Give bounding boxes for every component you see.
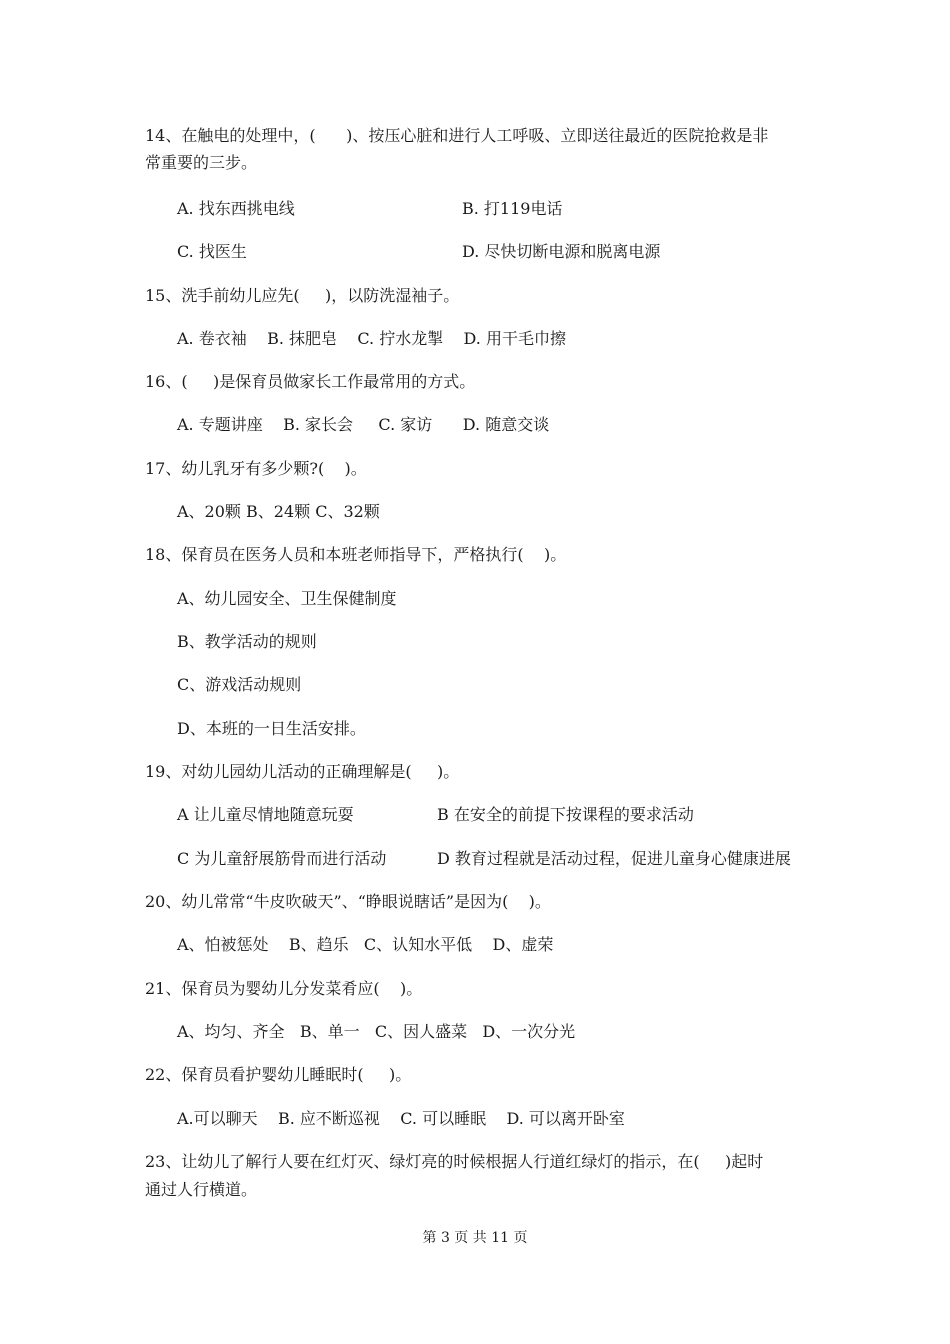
question-18-option-b: B、教学活动的规则 xyxy=(177,632,317,651)
question-22-options: A.可以聊天 B. 应不断巡视 C. 可以睡眠 D. 可以离开卧室 xyxy=(177,1109,625,1128)
question-17-stem: 17、幼儿乳牙有多少颗?( )。 xyxy=(145,459,367,478)
question-19-stem: 19、对幼儿园幼儿活动的正确理解是( )。 xyxy=(145,762,460,781)
question-18-stem: 18、保育员在医务人员和本班老师指导下，严格执行( )。 xyxy=(145,545,567,564)
question-18-option-d: D、本班的一日生活安排。 xyxy=(177,719,366,738)
question-21-options: A、均匀、齐全 B、单一 C、因人盛菜 D、一次分光 xyxy=(177,1022,576,1041)
question-16-options: A. 专题讲座 B. 家长会 C. 家访 D. 随意交谈 xyxy=(177,415,550,434)
question-14-option-a: A. 找东西挑电线 xyxy=(177,199,295,218)
question-19-option-c: C 为儿童舒展筋骨而进行活动 xyxy=(177,849,387,868)
question-18-option-a: A、幼儿园安全、卫生保健制度 xyxy=(177,589,397,608)
question-17-options: A、20颗 B、24颗 C、32颗 xyxy=(177,502,380,521)
question-23-line-2: 通过人行横道。 xyxy=(145,1180,258,1199)
question-14-line-2: 常重要的三步。 xyxy=(145,153,258,172)
question-19-option-d: D 教育过程就是活动过程，促进儿童身心健康进展 xyxy=(437,849,791,868)
question-23-line-1: 23、让幼儿了解行人要在红灯灭、绿灯亮的时候根据人行道红绿灯的指示，在( )起时 xyxy=(145,1152,764,1171)
question-18-option-c: C、游戏活动规则 xyxy=(177,675,302,694)
page-footer: 第 3 页 共 11 页 xyxy=(422,1230,528,1246)
question-19-option-b: B 在安全的前提下按课程的要求活动 xyxy=(437,805,694,824)
question-21-stem: 21、保育员为婴幼儿分发菜肴应( )。 xyxy=(145,979,423,998)
question-19-option-a: A 让儿童尽情地随意玩耍 xyxy=(177,805,354,824)
question-20-options: A、怕被惩处 B、趋乐 C、认知水平低 D、虚荣 xyxy=(177,935,554,954)
question-15-stem: 15、洗手前幼儿应先( )，以防洗湿袖子。 xyxy=(145,286,460,305)
question-14-option-d: D. 尽快切断电源和脱离电源 xyxy=(462,242,661,261)
question-15-options: A. 卷衣袖 B. 抹肥皂 C. 拧水龙掣 D. 用干毛巾擦 xyxy=(177,329,566,348)
question-20-stem: 20、幼儿常常“牛皮吹破天”、“睁眼说瞎话”是因为( )。 xyxy=(145,892,551,911)
question-14-option-b: B. 打119电话 xyxy=(462,199,563,218)
question-14-line-1: 14、在触电的处理中，( )、按压心脏和进行人工呼吸、立即送往最近的医院抢救是非 xyxy=(145,126,769,145)
question-16-stem: 16、( )是保育员做家长工作最常用的方式。 xyxy=(145,372,476,391)
question-14-option-c: C. 找医生 xyxy=(177,242,247,261)
question-22-stem: 22、保育员看护婴幼儿睡眠时( )。 xyxy=(145,1065,412,1084)
